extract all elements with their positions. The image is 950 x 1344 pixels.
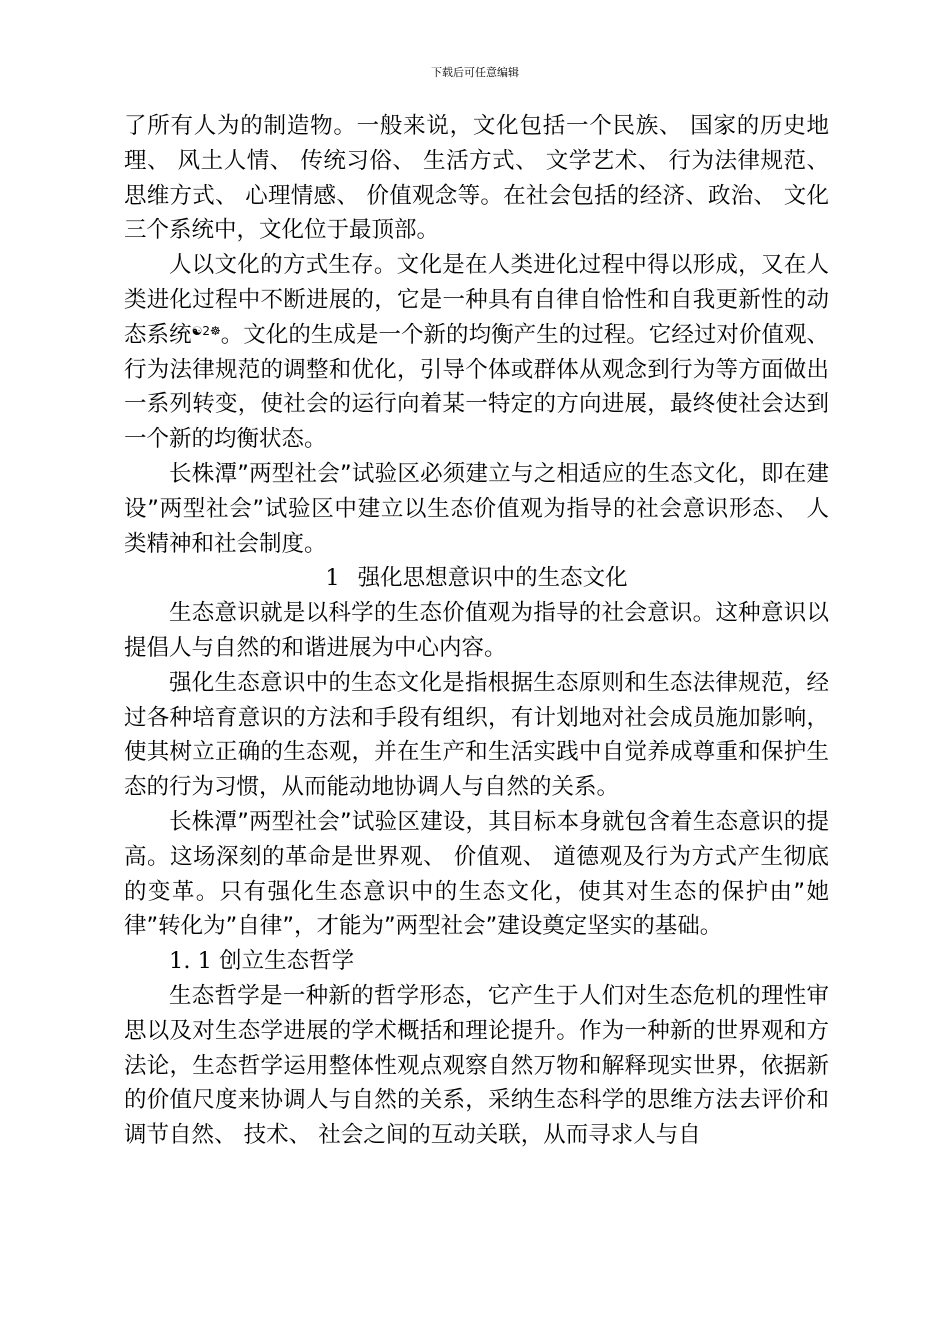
paragraph-strengthen-awareness: 强化生态意识中的生态文化是指根据生态原则和生态法律规范，经过各种培育意识的方法和手段有组织，有计划地对社会成员施加影响，使其树立正确的生态观，并在生产和生活实践中自觉养成尊重和保护生态的行为习惯，从而能动地协调人与自然的关系。 bbox=[124, 669, 829, 801]
paragraph-eco-philosophy: 生态哲学是一种新的哲学形态，它产生于人们对生态危机的理性审思以及对生态学进展的学术概括和理论提升。作为一种新的世界观和方法论，生态哲学运用整体性观点观察自然万物和解释现实世界，依据新的价值尺度来协调人与自然的关系，采纳生态科学的思维方法去评价和调节自然、 技术、 社会之间的互动关联，从而寻求人与自 bbox=[124, 982, 829, 1149]
paragraph-text: 。文化的生成是一个新的均衡产生的过程。它经过对价值观、 行为法律规范的调整和优化，引导个体或群体从观念到行为等方面做出一系列转变，使社会的运行向着某一特定的方向进展，最终使社会达到一个新的均衡状态。 bbox=[124, 321, 829, 453]
subsection-heading bbox=[124, 944, 829, 979]
section-title: 强化思想意识中的生态文化 bbox=[357, 565, 628, 592]
document-body bbox=[124, 109, 829, 1153]
citation-ref: ☯2☸ bbox=[191, 323, 221, 338]
paragraph-pilot-goal: 长株潭”两型社会”试验区建设，其目标本身就包含着生态意识的提高。这场深刻的革命是世界观、 价值观、 道德观及行为方式产生彻底的变革。只有强化生态意识中的生态文化，使其对生态的保护由”她律”转化为”自律”，才能为”两型社会”建设奠定坚实的基础。 bbox=[124, 808, 829, 940]
subsection-title: 创立生态哲学 bbox=[211, 948, 355, 975]
paragraph-culture-survival bbox=[124, 248, 829, 457]
subsection-number: 1. 1 bbox=[169, 948, 212, 975]
section-heading bbox=[124, 561, 829, 596]
paragraph-text: 人以文化的方式生存。文化是在人类进化过程中得以形成，又在人类进化过程中不断进展的，它是一种具有自律自恰性和自我更新性的动态系统 bbox=[124, 252, 829, 348]
page-header: 下载后可任意编辑 bbox=[431, 66, 519, 79]
paragraph-culture-definition: 了所有人为的制造物。一般来说，文化包括一个民族、 国家的历史地理、 风土人情、 传统习俗、 生活方式、 文学艺术、 行为法律规范、 思维方式、 心理情感、 价值观念等。在社会包括的经济、政治、 文化三个系统中，文化位于最顶部。 bbox=[124, 113, 829, 244]
paragraph-ecological-awareness: 生态意识就是以科学的生态价值观为指导的社会意识。这种意识以提倡人与自然的和谐进展为中心内容。 bbox=[124, 600, 829, 661]
section-number: 1 bbox=[325, 565, 340, 592]
paragraph-pilot-zone: 长株潭”两型社会”试验区必须建立与之相适应的生态文化，即在建设”两型社会”试验区中建立以生态价值观为指导的社会意识形态、 人类精神和社会制度。 bbox=[124, 460, 829, 557]
